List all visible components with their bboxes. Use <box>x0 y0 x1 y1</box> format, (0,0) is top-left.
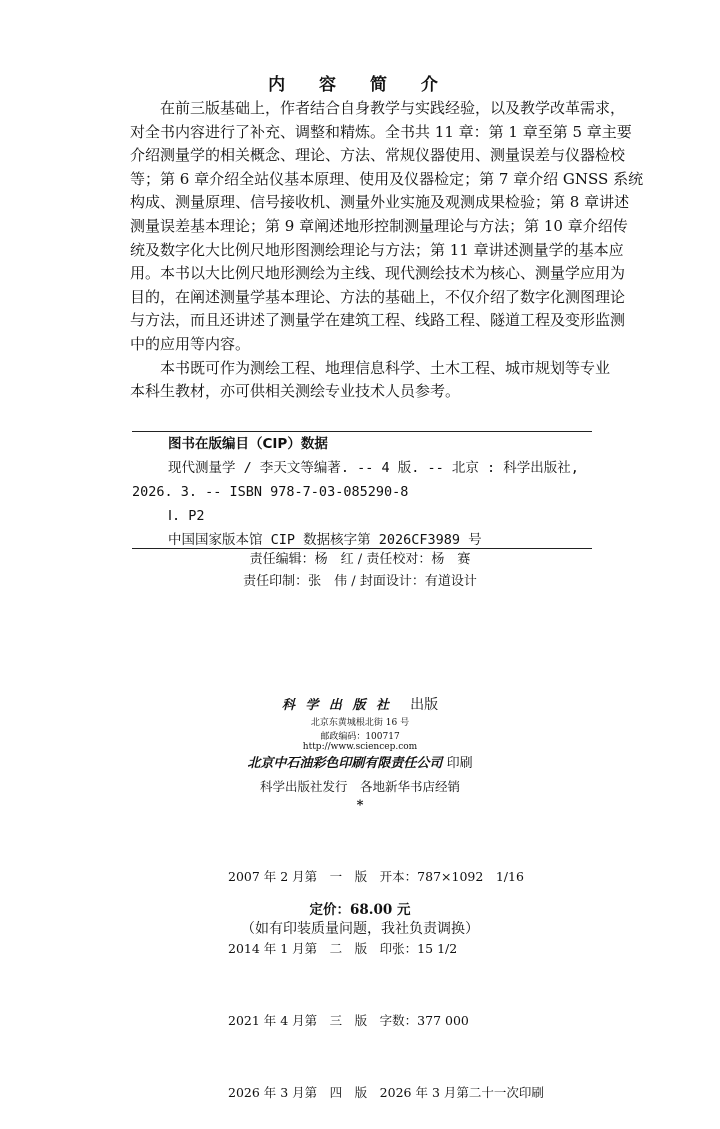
text-line: 测量误差基本理论；第 9 章阐述地形控制测量理论与方法；第 10 章介绍传 <box>130 216 628 235</box>
address: 北京东黄城根北街 16 号 <box>310 718 410 728</box>
edition-row: 2014 年 1 月第 二 版 印张：15 1/2 <box>228 941 458 956</box>
price: 定价：68.00 元 <box>309 902 411 918</box>
cip-heading: 图书在版编目（CIP）数据 <box>168 436 328 452</box>
cip-block <box>132 432 592 552</box>
text-line: 目的，在阐述测量学基本理论、方法的基础上，不仅介绍了数字化测图理论 <box>130 287 626 306</box>
printer <box>0 752 720 771</box>
publisher-suffix: 出版 <box>410 697 439 713</box>
distribution: 科学出版社发行 各地新华书店经销 <box>259 779 460 794</box>
edition-row: 2026 年 3 月第 四 版 2026 年 3 月第二十一次印刷 <box>228 1085 544 1100</box>
text-line: 等；第 6 章介绍全站仪基本原理、使用及仪器检定；第 7 章介绍 GNSS 系统 <box>130 169 644 188</box>
cip-line: Ⅰ. P2 <box>168 508 205 524</box>
text-line: 在前三版基础上，作者结合自身教学与实践经验，以及教学改革需求， <box>160 99 626 117</box>
cip-line: 2026. 3. -- ISBN 978-7-03-085290-8 <box>132 484 409 500</box>
intro-paragraph-1 <box>130 97 644 357</box>
postcode: 邮政编码：100717 <box>320 732 400 742</box>
credits-line: 责任印制：张 伟 / 封面设计：有道设计 <box>243 574 477 589</box>
quality-note: （如有印装质量问题，我社负责调换） <box>241 921 479 937</box>
credits-line: 责任编辑：杨 红 / 责任校对：杨 赛 <box>249 552 471 567</box>
printer-name: 北京中石油彩色印刷有限责任公司 <box>247 756 443 771</box>
text-line: 介绍测量学的相关概念、理论、方法、常规仪器使用、测量误差与仪器检校 <box>130 146 626 165</box>
text-line: 本科生教材，亦可供相关测绘专业技术人员参考。 <box>130 382 461 401</box>
website: http://www.sciencep.com <box>302 742 418 752</box>
text-line: 用。本书以大比例尺地形测绘为主线、现代测绘技术为核心、测量学应用为 <box>130 264 626 283</box>
credits <box>0 549 720 593</box>
publisher-logo-text: 科 学 出 版 社 <box>281 698 392 713</box>
edition-row: 2007 年 2 月第 一 版 开本：787×1092 1/16 <box>228 869 524 884</box>
intro-text <box>130 97 644 404</box>
separator-star: * <box>356 798 364 813</box>
cip-line: 现代测量学 / 李天文等编著. -- 4 版. -- 北京 : 科学出版社, <box>168 460 579 476</box>
page-title: 内 容 简 介 <box>268 75 452 95</box>
publisher <box>0 694 720 714</box>
edition-list <box>228 817 544 1129</box>
intro-paragraph-2 <box>130 357 611 404</box>
cip-line: 中国国家版本馆 CIP 数据核字第 2026CF3989 号 <box>168 532 482 548</box>
text-line: 统及数字化大比例尺地形图测绘理论与方法；第 11 章讲述测量学的基本应 <box>130 240 624 259</box>
printer-suffix: 印刷 <box>446 756 473 771</box>
text-line: 本书既可作为测绘工程、地理信息科学、土木工程、城市规划等专业 <box>160 358 611 377</box>
edition-row: 2021 年 4 月第 三 版 字数：377 000 <box>228 1013 469 1028</box>
text-line: 对全书内容进行了补充、调整和精炼。全书共 11 章：第 1 章至第 5 章主要 <box>130 122 632 141</box>
text-line: 与方法，而且还讲述了测量学在建筑工程、线路工程、隧道工程及变形监测 <box>130 311 626 330</box>
text-line: 中的应用等内容。 <box>130 334 251 353</box>
text-line: 构成、测量原理、信号接收机、测量外业实施及观测成果检验；第 8 章讲述 <box>130 193 630 212</box>
